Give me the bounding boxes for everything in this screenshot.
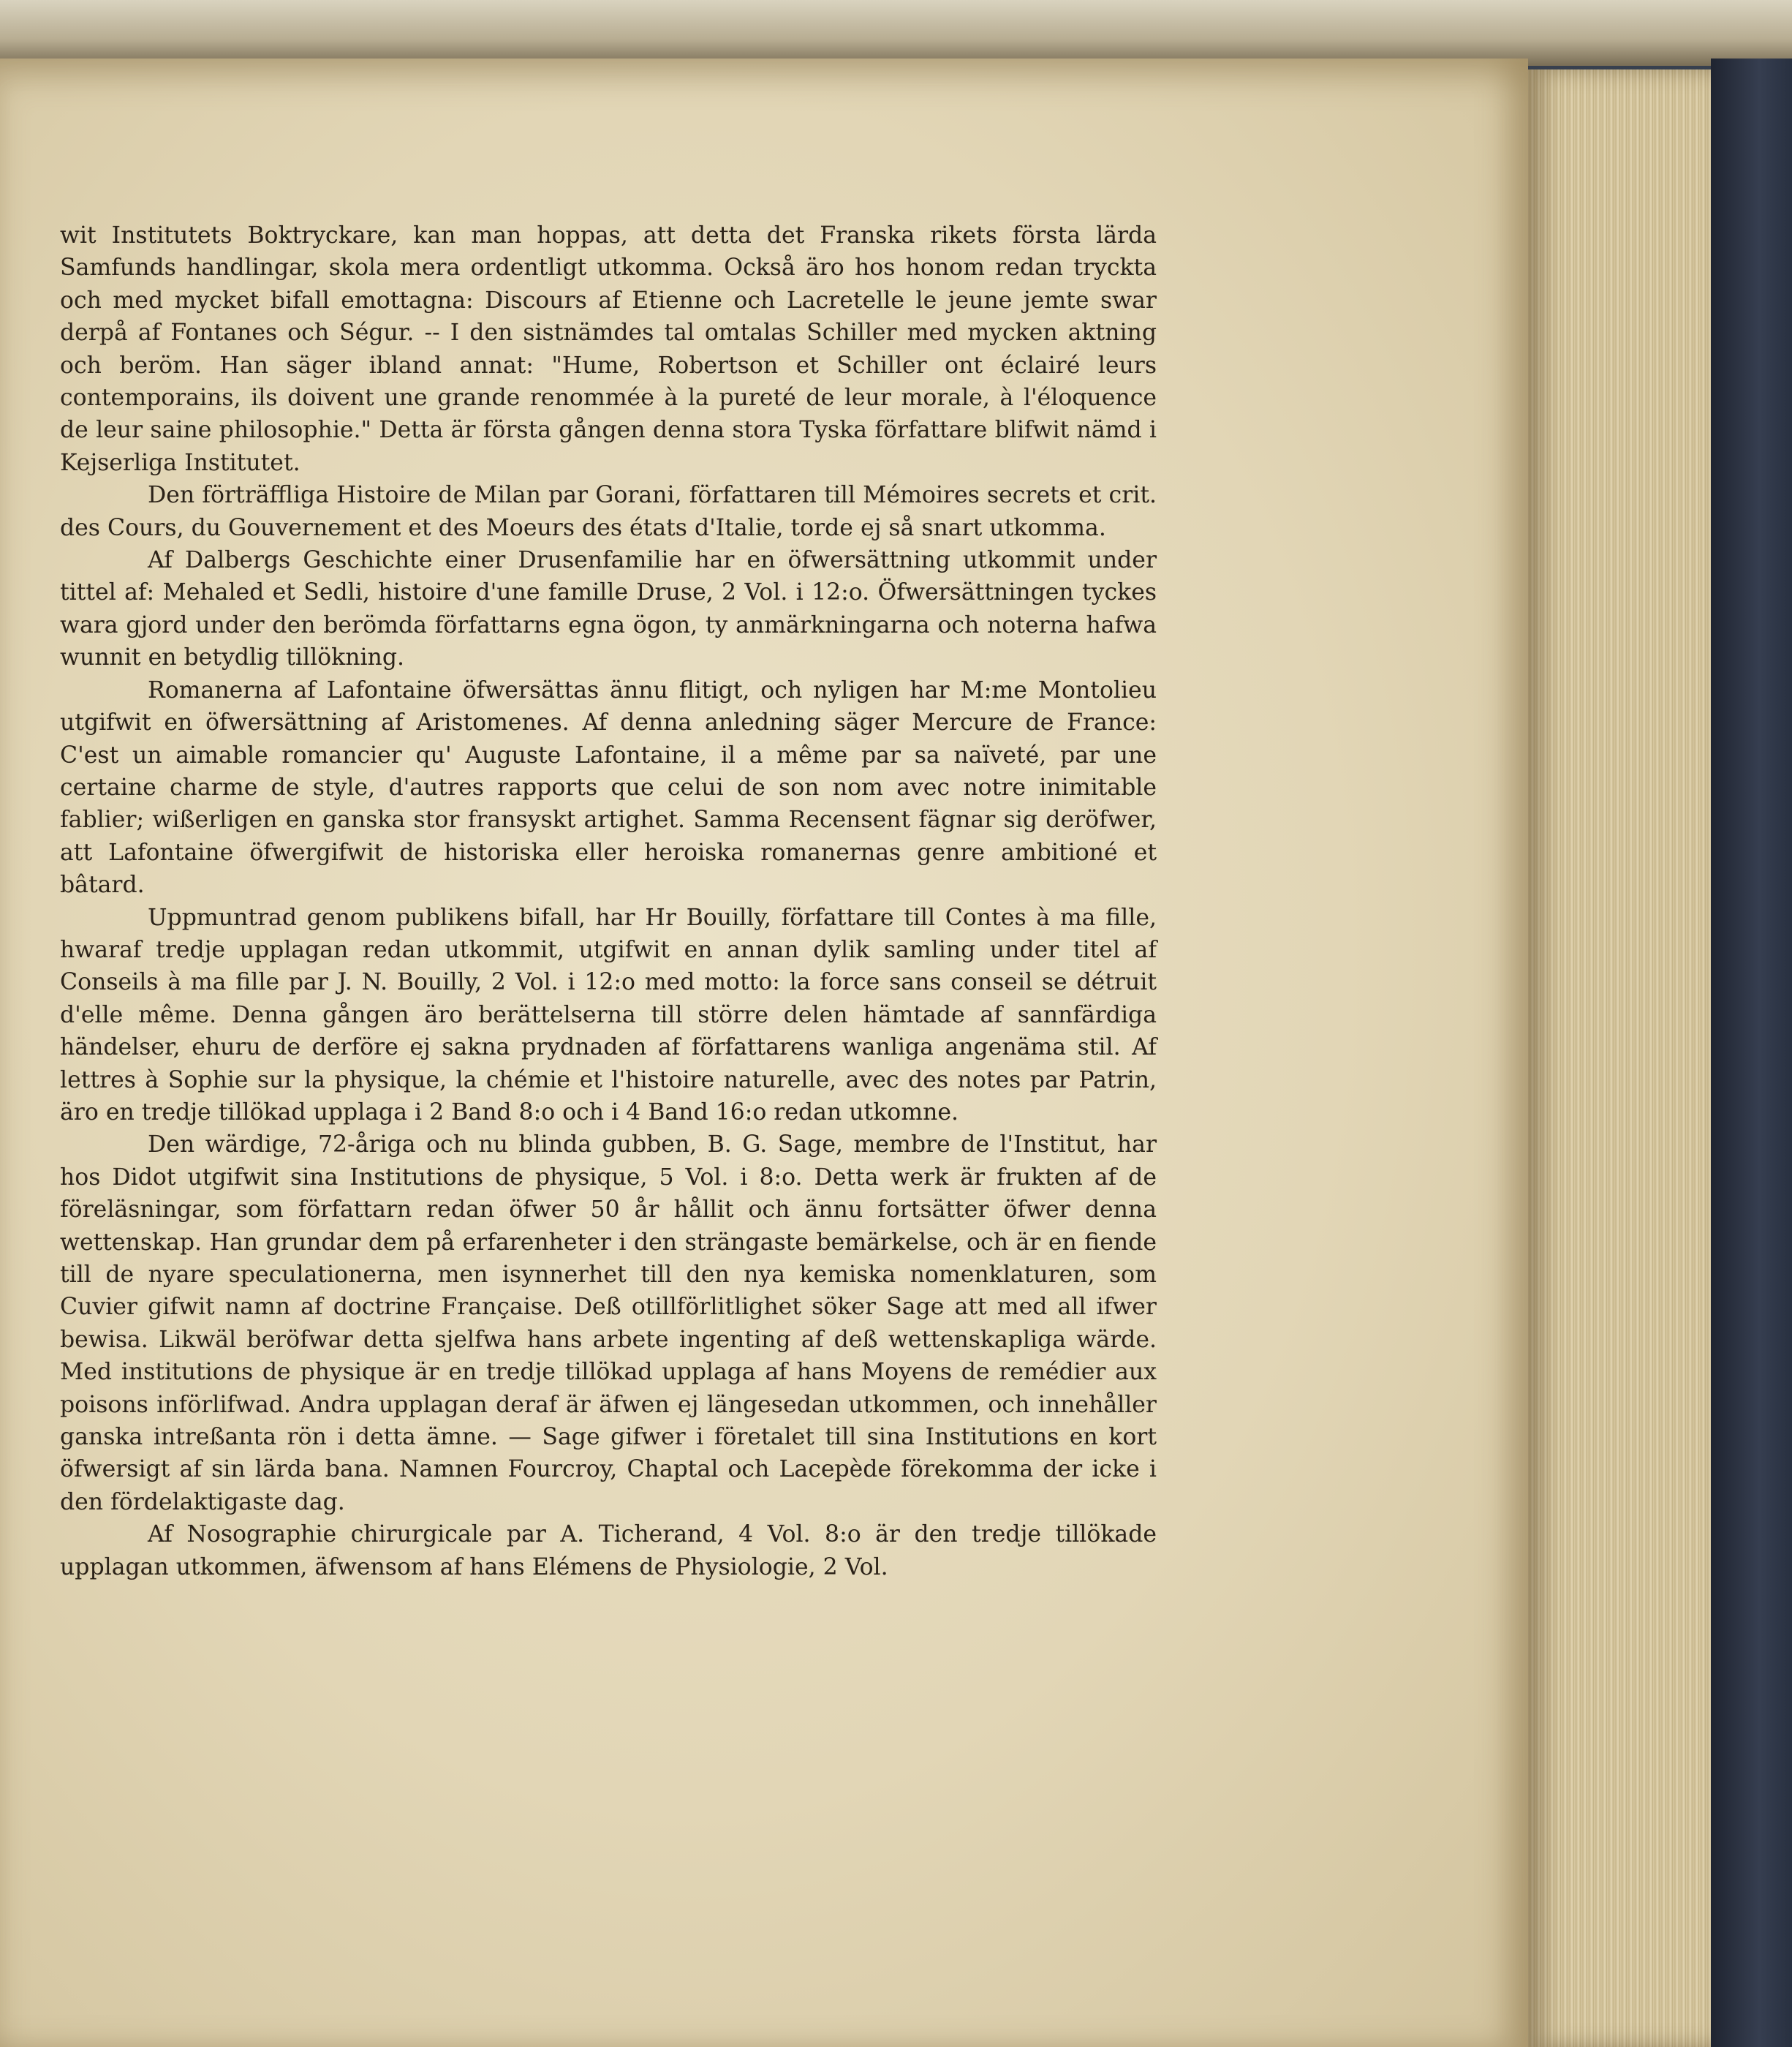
paragraph-3: Af Dalbergs Geschichte einer Drusenfamilie har en öfwersättning utkommit under tittel af: Mehaled et Sedli, histoire d'une famille Druse, 2 Vol. i 12:o. Öfwersättningen tyckes wara gjord under den berömda författarns egna ögon, ty anmärkningarna och noterna hafwa wunnit en betydlig tillökning. [60, 547, 1157, 671]
paragraph-7: Af Nosographie chirurgicale par A. Ticherand, 4 Vol. 8:o är den tredje tillökade upplagan utkommen, äfwensom af hans Elémens de Physiologie, 2 Vol. [60, 1521, 1157, 1580]
paragraph-6: Den wärdige, 72-åriga och nu blinda gubben, B. G. Sage, membre de l'Institut, har hos Didot utgifwit sina Institutions de physique, 5 Vol. i 8:o. Detta werk är frukten af de föreläsningar, som författarn redan öfwer 50 år hållit och ännu fortsätter öfwer denna wettenskap. Han grundar dem på erfarenheter i den strängaste bemärkelse, och är en fiende till de nyare speculationerna, men isynnerhet till den nya kemiska nomenklaturen, som Cuvier gifwit namn af doctrine Française. Deß otillförlitlighet söker Sage att med all ifwer bewisa. Likwäl beröfwar detta sjelfwa hans arbete ingenting af deß wettenskapliga wärde. Med institutions de physique är en tredje tillökad upplaga af hans Moyens de remédier aux poisons införlifwad. Andra upplagan deraf är äfwen ej längesedan utkommen, och innehåller ganska intreßanta rön i detta ämne. — Sage gifwer i företalet till sina Institutions en kort öfwersigt af sin lärda bana. Namnen Fourcroy, Chaptal och Lacepède förekomma der icke i den fördelaktigaste dag. [60, 1131, 1157, 1515]
page-edges [1528, 69, 1711, 2047]
book-cover-edge [1711, 59, 1792, 2047]
paragraph-5: Uppmuntrad genom publikens bifall, har Hr Bouilly, författare till Contes à ma fille, hwaraf tredje upplagan redan utkommit, utgifwit en annan dylik samling under titel af Conseils à ma fille par J. N. Bouilly, 2 Vol. i 12:o med motto: la force sans conseil se détruit d'elle même. Denna gången äro berättelserna till större delen hämtade af sannfärdiga händelser, ehuru de derföre ej sakna prydnaden af författarens wanliga angenäma stil. Af lettres à Sophie sur la physique, la chémie et l'histoire naturelle, avec des notes par Patrin, äro en tredje tillökad upplaga i 2 Band 8:o och i 4 Band 16:o redan utkomne. [60, 904, 1157, 1126]
book-top-edge [0, 0, 1792, 66]
page-text [60, 219, 1157, 1583]
paragraph-4: Romanerna af Lafontaine öfwersättas ännu flitigt, och nyligen har M:me Montolieu utgifwit en öfwersättning af Aristomenes. Af denna anledning säger Mercure de France: C'est un aimable romancier qu' Auguste Lafontaine, il a même par sa naïveté, par une certaine charme de style, d'autres rapports que celui de son nom avec notre inimitable fablier; wißerligen en ganska stor fransyskt artighet. Samma Recensent fägnar sig deröfwer, att Lafontaine öfwergifwit de historiska eller heroiska romanernas genre ambitioné et bâtard. [60, 676, 1157, 899]
paragraph-2: Den förträffliga Histoire de Milan par Gorani, författaren till Mémoires secrets et crit. des Cours, du Gouvernement et des Moeurs des états d'Italie, torde ej så snart utkomma. [60, 482, 1157, 541]
paragraph-1: wit Institutets Boktryckare, kan man hoppas, att detta det Franska rikets första lärda Samfunds handlingar, skola mera ordentligt utkomma. Också äro hos honom redan tryckta och med mycket bifall emottagna: Discours af Etienne och Lacretelle le jeune jemte swar derpå af Fontanes och Ségur. -- I den sistnämdes tal omtalas Schiller med mycken aktning och beröm. Han säger ibland annat: "Hume, Robertson et Schiller ont éclairé leurs contemporains, ils doivent une grande renommée à la pureté de leur morale, à l'éloquence de leur saine philosophie." Detta är första gången denna stora Tyska författare blifwit nämd i Kejserliga Institutet. [60, 222, 1157, 476]
